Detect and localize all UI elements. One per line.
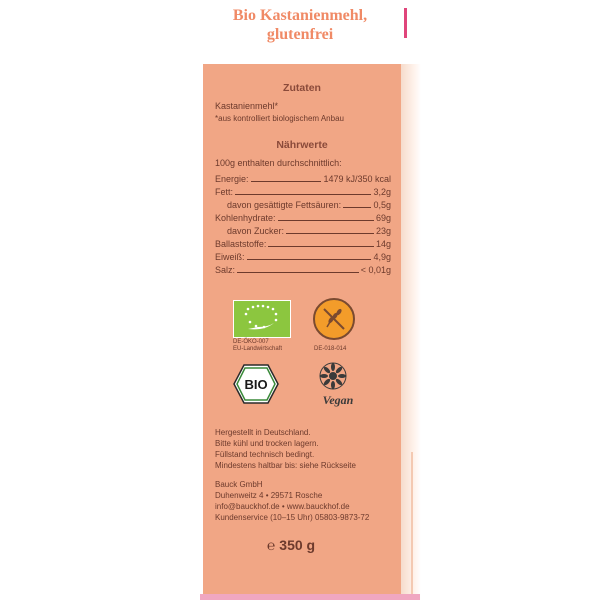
eu-code: DE-ÖKO-007 <box>233 339 269 345</box>
leader-line <box>268 245 374 247</box>
gluten-free-code: DE-018-014 <box>314 346 347 352</box>
nutrition-value: 0,5g <box>373 200 391 210</box>
edge-line <box>411 452 413 600</box>
nutrition-row-energy <box>215 172 391 184</box>
nutrition-row-protein <box>215 250 391 262</box>
nutrition-value: 14g <box>375 239 391 249</box>
eu-origin: EU-Landwirtschaft <box>233 346 283 352</box>
gluten-free-logo <box>313 298 355 340</box>
nutrition-row-fiber <box>215 237 391 249</box>
nutrition-label: Eiweiß: <box>215 252 245 262</box>
label-panel <box>203 64 401 600</box>
nutrition-value: 1479 kJ/350 kcal <box>323 174 391 184</box>
footer-line: Füllstand technisch bedingt. <box>215 450 315 459</box>
leader-line <box>251 180 322 182</box>
nutrition-label: Salz: <box>215 265 236 275</box>
eu-leaf-stars-icon <box>234 301 290 337</box>
eu-organic-logo <box>233 300 291 338</box>
ingredients-note: *aus kontrolliert biologischem Anbau <box>215 114 344 123</box>
nutrition-row-sugar <box>215 224 391 236</box>
footer-line: Hergestellt in Deutschland. <box>215 428 311 437</box>
nutrition-value: 23g <box>375 226 391 236</box>
nutrition-intro: 100g enthalten durchschnittlich: <box>215 158 342 168</box>
vegan-logo <box>311 360 361 408</box>
nutrition-label: Kohlenhydrate: <box>215 213 276 223</box>
company-info <box>215 479 369 523</box>
company-line: info@bauckhof.de • www.bauckhof.de <box>215 502 350 511</box>
nutrition-value: < 0,01g <box>360 265 391 275</box>
net-weight: ℮ 350 g <box>267 537 316 553</box>
nutrition-row-saturated-fat <box>215 198 391 210</box>
leader-line <box>286 232 374 234</box>
storage-info <box>215 427 356 471</box>
leader-line <box>235 193 371 195</box>
leader-line <box>278 219 374 221</box>
bio-seal-logo <box>233 364 279 404</box>
footer-line: Bitte kühl und trocken lagern. <box>215 439 319 448</box>
nutrition-value: 69g <box>375 213 391 223</box>
nutrition-label: Ballaststoffe: <box>215 239 267 249</box>
footer-line: Mindestens haltbar bis: siehe Rückseite <box>215 461 356 470</box>
company-line: Bauck GmbH <box>215 480 263 489</box>
product-title-line-2: glutenfrei <box>266 26 334 43</box>
crossed-grain-icon <box>315 300 353 338</box>
product-title-line-1: Bio Kastanienmehl, <box>232 7 368 24</box>
nutrition-label: Energie: <box>215 174 249 184</box>
leader-line <box>343 206 371 208</box>
nutrition-label: davon gesättigte Fettsäuren: <box>227 200 342 210</box>
nutrition-label: Fett: <box>215 187 234 197</box>
pink-accent-bar <box>404 8 407 38</box>
leader-line <box>237 271 359 273</box>
leader-line <box>247 258 372 260</box>
bio-seal-text: BIO <box>244 377 268 392</box>
nutrition-row-carbohydrates <box>215 211 391 223</box>
nutrition-value: 4,9g <box>373 252 391 262</box>
ingredients-heading: Zutaten <box>283 82 321 94</box>
nutrition-value: 3,2g <box>373 187 391 197</box>
company-line: Kundenservice (10–15 Uhr) 05803-9873-72 <box>215 513 370 522</box>
nutrition-heading: Nährwerte <box>276 139 328 151</box>
vegan-text: Vegan <box>322 393 354 407</box>
company-line: Duhenweitz 4 • 29571 Rosche <box>215 491 323 500</box>
ingredients-item: Kastanienmehl* <box>215 101 279 111</box>
pink-bottom-band <box>200 594 420 600</box>
nutrition-label: davon Zucker: <box>227 226 285 236</box>
nutrition-row-salt <box>215 263 391 275</box>
product-title <box>0 6 600 44</box>
nutrition-row-fat <box>215 185 391 197</box>
